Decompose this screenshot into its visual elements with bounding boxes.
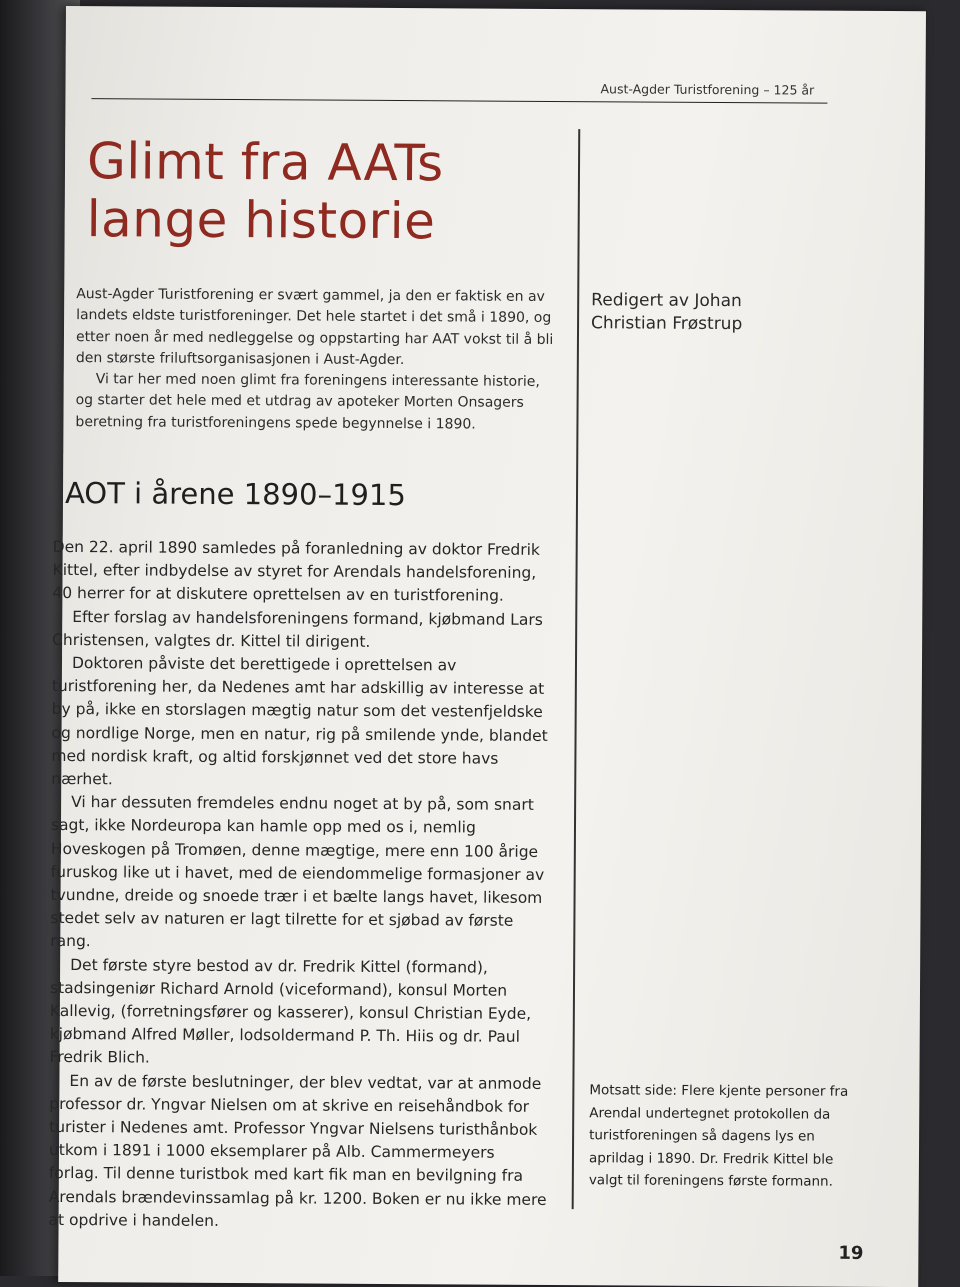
article-body — [49, 536, 553, 1235]
intro-paragraph: Aust-Agder Turistforening er svært gammel, ja den er faktisk en av landets eldste turistforeninger. Det hele startet i det små i 1890, og etter noen år med nedleggelse og oppstarting har AAT vokst til å bli den største friluftsorganisasjonen i Aust-Agder. — [75, 286, 554, 368]
photo-caption: Motsatt side: Flere kjente personer fra Arendal undertegnet protokollen da turistforeningen så dagens lys en aprildag i 1890. Dr. Fredrik Kittel ble valgt til foreningens første formann. — [588, 1082, 849, 1190]
intro-paragraph: Vi tar her med noen glimt fra foreningens interessante historie, og starter det hele med et utdrag av apoteker Morten Onsagers beretning fra turistforeningens spede begynnelse i 1890. — [75, 371, 540, 433]
body-paragraph: Den 22. april 1890 samledes på foranledning av doktor Fredrik Kittel, efter indbydelse av styret for Arendals handelsforening, 40 herrer for at diskutere oprettelsen av en turistforening. — [52, 537, 540, 606]
body-paragraph: Doktoren påviste det berettigede i oprettelsen av turistforening her, da Nedenes amt har adskillig av interesse at by på, ikke en storslagen mægtig natur som det vestenfjeldske og nordlige Norge, men en natur, rig på smilende ynde, blandet med nordisk kraft, og altid forskjønnet ved det store havs nærhet. — [51, 654, 548, 789]
page-number: 19 — [838, 1242, 864, 1264]
running-head: Aust-Agder Turistforening – 125 år — [600, 81, 815, 98]
page-title-line-1: Glimt fra AATs — [86, 132, 444, 193]
body-paragraph: Det første styre bestod av dr. Fredrik Kittel (formand), stadsingeniør Richard Arnold (viceformand), konsul Morten Kallevig, (forretningsfører og kasserer), konsul Christian Eyde, kjøbmand Alfred Møller, lodsoldermand P. Th. Hiis og dr. Paul Fredrik Blich. — [49, 955, 532, 1068]
body-paragraph: Vi har dessuten fremdeles endnu noget at by på, som snart sagt, ikke Nordeuropa kan hamle opp med os i, nemlig Hoveskogen på Tromøen, denne mægtige, mere enn 100 årige furuskog like ut i havet, med de eiendommelige formasjoner av tvundne, dreide og snoede trær i et bælte langs havet, likesom stedet selv av naturen er lagt tilrette for et sjøbad av første rang. — [50, 793, 545, 951]
page-title-line-2: lange historie — [86, 190, 436, 251]
column-divider — [572, 129, 580, 1209]
body-paragraph: En av de første beslutninger, der blev vedtat, var at anmode professor dr. Yngvar Nielsen om at skrive en reisehåndbok for turister i Nedenes amt. Professor Yngvar Nielsens turisthånbok utkom i 1891 i 1000 eksemplarer på Alb. Cammermeyers forlag. Til denne turistbok med kart fik man en bevilgning fra Arendals brændevinssamlag på kr. 1200. Boken er nu ikke mere at opdrive i handelen. — [48, 1071, 547, 1230]
byline: Redigert av Johan Christian Frøstrup — [591, 290, 743, 335]
body-paragraph: Efter forslag av handelsforeningens formand, kjøbmand Lars Christensen, valgtes dr. Kittel til dirigent. — [52, 607, 543, 651]
book-page — [48, 6, 926, 1287]
page-title — [87, 132, 558, 251]
section-title: AOT i årene 1890–1915 — [64, 476, 406, 513]
intro-text — [75, 284, 556, 436]
header-rule — [91, 98, 827, 103]
